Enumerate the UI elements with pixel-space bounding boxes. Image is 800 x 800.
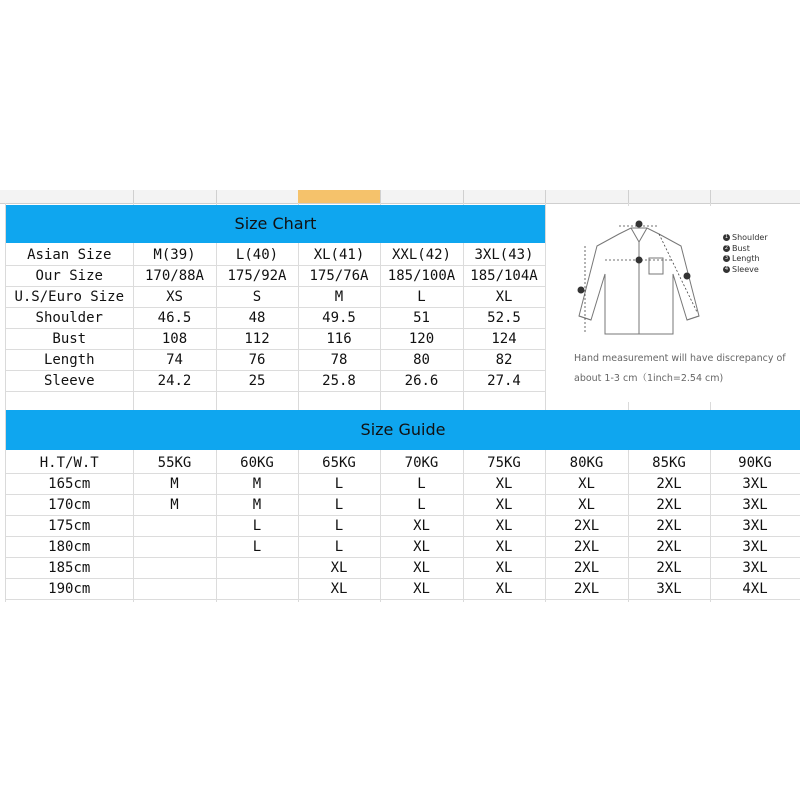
cell: 3XL bbox=[710, 516, 800, 537]
cell bbox=[133, 579, 216, 600]
cell: 170/88A bbox=[133, 266, 216, 287]
cell: XL bbox=[380, 579, 463, 600]
cell: 26.6 bbox=[380, 371, 463, 392]
column-header-cell: 75KG bbox=[463, 453, 545, 474]
cell: L bbox=[380, 287, 463, 308]
table-row bbox=[6, 537, 800, 558]
cell: 3XL bbox=[710, 558, 800, 579]
legend-item: 2 Bust bbox=[724, 243, 750, 253]
table-row bbox=[6, 350, 545, 371]
cell: 46.5 bbox=[133, 308, 216, 329]
cell: L bbox=[298, 474, 380, 495]
cell: 48 bbox=[216, 308, 298, 329]
size-chart-title: Size Chart bbox=[234, 214, 317, 233]
cell bbox=[133, 537, 216, 558]
cell: XL bbox=[380, 558, 463, 579]
cell: M bbox=[216, 474, 298, 495]
cell: L bbox=[298, 495, 380, 516]
size-guide-table bbox=[6, 453, 800, 600]
cell: XL bbox=[463, 558, 545, 579]
cell: M(39) bbox=[133, 245, 216, 266]
column-header-cell: 55KG bbox=[133, 453, 216, 474]
table-row bbox=[6, 495, 800, 516]
cell: 27.4 bbox=[463, 371, 545, 392]
cell: XL bbox=[463, 537, 545, 558]
row-label: 185cm bbox=[6, 558, 133, 579]
measurement-diagram bbox=[547, 206, 799, 402]
cell: XL bbox=[380, 516, 463, 537]
number-badge-icon: 3 bbox=[724, 255, 729, 261]
cell: 4XL bbox=[710, 579, 800, 600]
cell: 2XL bbox=[545, 537, 628, 558]
row-label: 175cm bbox=[6, 516, 133, 537]
cell: L bbox=[298, 516, 380, 537]
cell: 2XL bbox=[628, 537, 710, 558]
cell: XL bbox=[463, 495, 545, 516]
row-label: 165cm bbox=[6, 474, 133, 495]
cell: 2XL bbox=[628, 495, 710, 516]
legend-item: 3 Length bbox=[724, 254, 760, 263]
table-row bbox=[6, 308, 545, 329]
row-label: Bust bbox=[6, 329, 133, 350]
cell: 51 bbox=[380, 308, 463, 329]
cell: L bbox=[216, 537, 298, 558]
table-row bbox=[6, 371, 545, 392]
row-label: Sleeve bbox=[6, 371, 133, 392]
column-header-cell: H.T/W.T bbox=[6, 453, 133, 474]
cell: 108 bbox=[133, 329, 216, 350]
cell: 124 bbox=[463, 329, 545, 350]
row-label: Our Size bbox=[6, 266, 133, 287]
measurement-legend bbox=[723, 233, 768, 275]
row-label: 180cm bbox=[6, 537, 133, 558]
cell: 24.2 bbox=[133, 371, 216, 392]
cell: 49.5 bbox=[298, 308, 380, 329]
cell: 25.8 bbox=[298, 371, 380, 392]
table-row bbox=[6, 558, 800, 579]
cell: 82 bbox=[463, 350, 545, 371]
cell: XL bbox=[380, 537, 463, 558]
row-label: Length bbox=[6, 350, 133, 371]
cell: 2XL bbox=[545, 579, 628, 600]
cell: 3XL(43) bbox=[463, 245, 545, 266]
cell: 120 bbox=[380, 329, 463, 350]
cell: M bbox=[133, 495, 216, 516]
legend-item: 4 Sleeve bbox=[724, 264, 759, 274]
column-header[interactable] bbox=[133, 190, 217, 203]
cell: XL bbox=[463, 474, 545, 495]
cell: 52.5 bbox=[463, 308, 545, 329]
column-header-cell: 90KG bbox=[710, 453, 800, 474]
size-chart-banner bbox=[6, 205, 545, 243]
column-header[interactable] bbox=[0, 190, 134, 203]
cell: 80 bbox=[380, 350, 463, 371]
measurement-note: Hand measurement will have discrepancy of bbox=[574, 353, 786, 364]
table-header-row bbox=[6, 453, 800, 474]
cell: XL bbox=[463, 579, 545, 600]
cell: L bbox=[216, 516, 298, 537]
column-header-cell: 60KG bbox=[216, 453, 298, 474]
column-header-cell: 80KG bbox=[545, 453, 628, 474]
cell: M bbox=[133, 474, 216, 495]
cell: 185/100A bbox=[380, 266, 463, 287]
cell: XL bbox=[545, 495, 628, 516]
cell: 2XL bbox=[628, 516, 710, 537]
cell: 76 bbox=[216, 350, 298, 371]
cell: 3XL bbox=[710, 495, 800, 516]
cell: 175/92A bbox=[216, 266, 298, 287]
table-row bbox=[6, 266, 545, 287]
cell bbox=[216, 558, 298, 579]
row-label: Asian Size bbox=[6, 245, 133, 266]
column-header[interactable] bbox=[216, 190, 299, 203]
number-badge-icon: 4 bbox=[724, 265, 729, 272]
cell: 74 bbox=[133, 350, 216, 371]
row-label: Shoulder bbox=[6, 308, 133, 329]
cell: 25 bbox=[216, 371, 298, 392]
table-row bbox=[6, 245, 545, 266]
cell: L(40) bbox=[216, 245, 298, 266]
cell: 2XL bbox=[628, 558, 710, 579]
legend-item: 1 Shoulder bbox=[724, 233, 768, 242]
cell: XL bbox=[545, 474, 628, 495]
table-row bbox=[6, 329, 545, 350]
size-guide-title: Size Guide bbox=[360, 420, 446, 439]
cell: 116 bbox=[298, 329, 380, 350]
number-badge-icon: 1 bbox=[724, 234, 729, 240]
table-row bbox=[6, 516, 800, 537]
column-header-cell: 65KG bbox=[298, 453, 380, 474]
cell: XL bbox=[298, 579, 380, 600]
row-label: U.S/Euro Size bbox=[6, 287, 133, 308]
cell: 112 bbox=[216, 329, 298, 350]
column-header-cell: 85KG bbox=[628, 453, 710, 474]
cell: 2XL bbox=[545, 516, 628, 537]
cell: 2XL bbox=[628, 474, 710, 495]
column-header-selected[interactable] bbox=[298, 190, 381, 203]
shirt-diagram-icon bbox=[569, 216, 709, 336]
column-header-cell: 70KG bbox=[380, 453, 463, 474]
cell bbox=[216, 579, 298, 600]
cell bbox=[133, 516, 216, 537]
table-row bbox=[6, 579, 800, 600]
row-label: 190cm bbox=[6, 579, 133, 600]
size-guide-banner bbox=[6, 410, 800, 450]
size-chart-table bbox=[6, 245, 546, 392]
table-row bbox=[6, 474, 800, 495]
measurement-note: about 1-3 cm（1inch=2.54 cm) bbox=[574, 373, 724, 384]
cell: XL(41) bbox=[298, 245, 380, 266]
cell: L bbox=[380, 474, 463, 495]
number-badge-icon: 2 bbox=[724, 244, 729, 251]
cell: 185/104A bbox=[463, 266, 545, 287]
cell: M bbox=[298, 287, 380, 308]
cell: M bbox=[216, 495, 298, 516]
cell: L bbox=[380, 495, 463, 516]
column-header[interactable] bbox=[628, 190, 711, 203]
column-header-strip bbox=[0, 190, 800, 204]
column-header[interactable] bbox=[463, 190, 546, 203]
cell bbox=[133, 558, 216, 579]
cell: XS bbox=[133, 287, 216, 308]
cell: XL bbox=[463, 516, 545, 537]
table-row bbox=[6, 287, 545, 308]
cell: XL bbox=[463, 287, 545, 308]
column-header[interactable] bbox=[710, 190, 800, 203]
cell: 78 bbox=[298, 350, 380, 371]
cell: 175/76A bbox=[298, 266, 380, 287]
cell: 3XL bbox=[628, 579, 710, 600]
cell: XXL(42) bbox=[380, 245, 463, 266]
column-header[interactable] bbox=[380, 190, 464, 203]
cell: 3XL bbox=[710, 537, 800, 558]
column-header[interactable] bbox=[545, 190, 629, 203]
cell: L bbox=[298, 537, 380, 558]
row-label: 170cm bbox=[6, 495, 133, 516]
cell: 3XL bbox=[710, 474, 800, 495]
cell: S bbox=[216, 287, 298, 308]
cell: 2XL bbox=[545, 558, 628, 579]
cell: XL bbox=[298, 558, 380, 579]
